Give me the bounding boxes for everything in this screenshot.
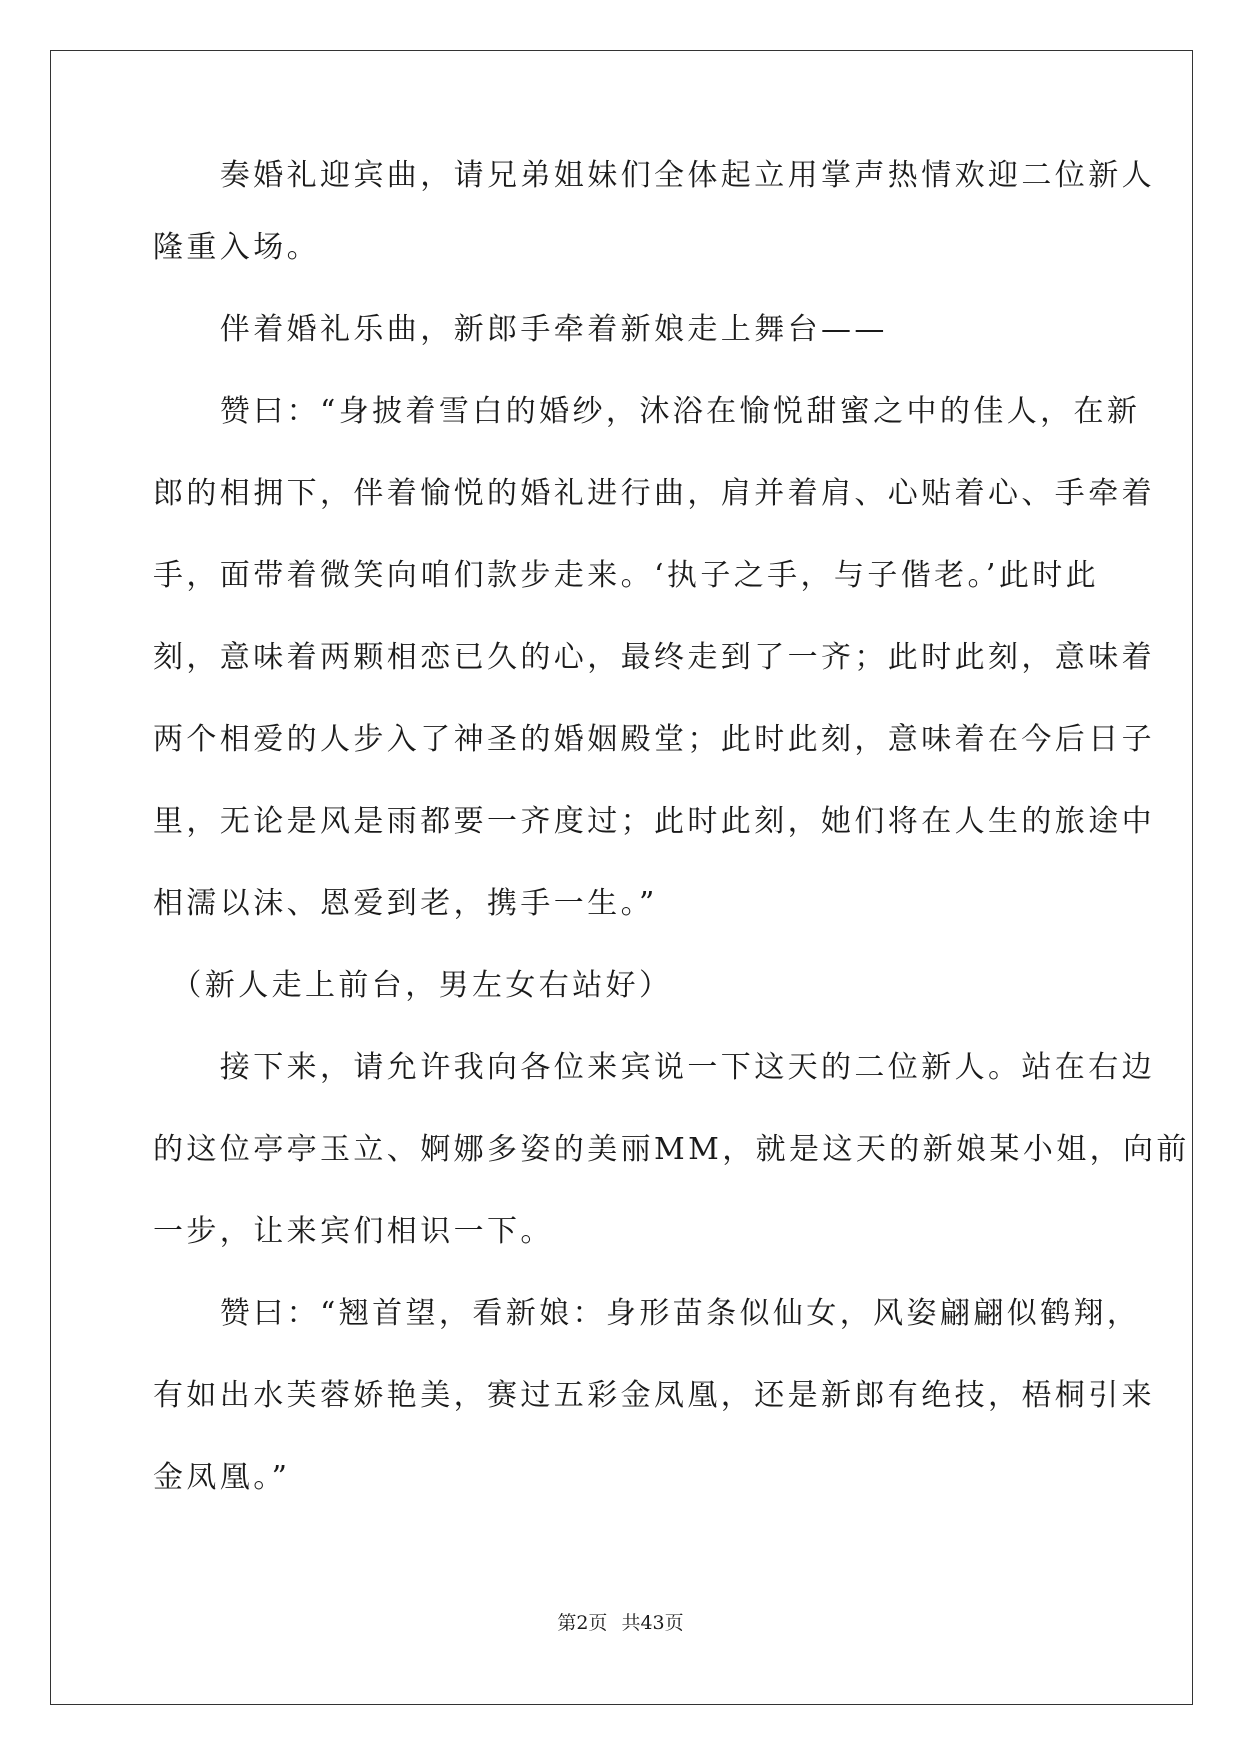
text-line: 郎的相拥下，伴着愉悦的婚礼进行曲，肩并着肩、心贴着心、手牵着	[153, 476, 1155, 511]
text-line: 的这位亭亭玉立、婀娜多姿的美丽MM，就是这天的新娘某小姐，向前	[153, 1132, 1190, 1167]
text-line: 刻，意味着两颗相恋已久的心，最终走到了一齐；此时此刻，意味着	[153, 640, 1155, 675]
total-pages: 共43页	[621, 1612, 684, 1634]
text-line: 赞曰：“翘首望，看新娘：身形苗条似仙女，风姿翩翩似鹤翔，	[153, 1296, 1141, 1331]
page-number: 第2页	[557, 1612, 608, 1634]
text-line: 接下来，请允许我向各位来宾说一下这天的二位新人。站在右边	[153, 1050, 1155, 1085]
text-line: 手，面带着微笑向咱们款步走来。‘执子之手，与子偕老。’此时此	[153, 558, 1100, 593]
page-footer	[0, 1611, 1241, 1635]
text-line: 隆重入场。	[153, 230, 320, 265]
text-line: （新人走上前台，男左女右站好）	[153, 968, 673, 1003]
text-line: 赞曰：“身披着雪白的婚纱，沐浴在愉悦甜蜜之中的佳人，在新	[153, 394, 1141, 429]
text-line: 金凤凰。”	[153, 1460, 291, 1495]
text-line: 相濡以沫、恩爱到老，携手一生。”	[153, 886, 658, 921]
text-line: 里，无论是风是雨都要一齐度过；此时此刻，她们将在人生的旅途中	[153, 804, 1155, 839]
text-line: 两个相爱的人步入了神圣的婚姻殿堂；此时此刻，意味着在今后日子	[153, 722, 1155, 757]
text-line: 有如出水芙蓉娇艳美，赛过五彩金凤凰，还是新郎有绝技，梧桐引来	[153, 1378, 1155, 1413]
text-line: 奏婚礼迎宾曲，请兄弟姐妹们全体起立用掌声热情欢迎二位新人	[153, 158, 1155, 193]
text-line: 伴着婚礼乐曲，新郎手牵着新娘走上舞台——	[153, 312, 888, 347]
text-line: 一步，让来宾们相识一下。	[153, 1214, 554, 1249]
page-border	[50, 50, 1193, 1705]
